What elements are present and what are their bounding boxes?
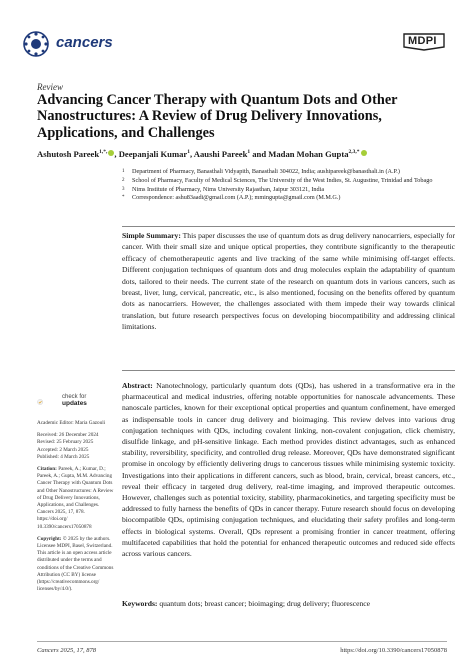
- keywords: [122, 598, 455, 609]
- affiliation-text: Nims Institute of Pharmacy, Nims University Rajasthan, Jaipur 303121, India: [132, 185, 325, 193]
- affiliation-text: Department of Pharmacy, Banasthali Vidyapith, Banasthali 304022, India; aushipareek@banasthali.in (A.P.): [132, 168, 400, 175]
- summary-top-divider: [122, 226, 455, 227]
- citation: [37, 466, 115, 531]
- author-name[interactable]: Deepanjali Kumar: [118, 148, 188, 159]
- author-list: [37, 147, 447, 160]
- journal-logo-icon: [22, 30, 50, 58]
- abstract-text: Nanotechnology, particularly quantum dots (QDs), has ushered in a transformative era in the pharmaceutical and medical industries, offering notable opportunities for nanoscale advancements. These nanoscale particles, known for their exceptional optical properties and quantum confinement, have emerged as indispensable tools in cancer drug delivery and bioimaging. This review delves into various drug conjugation techniques with QDs, including covalent linking, non-covalent conjugation, click chemistry, disulfide linkage, and pH-sensitive linkage. Each method provides distinct advantages, such as enhanced stability, reversibility, specificity, and controlled drug release. Moreover, QDs have demonstrated significant promise in oncology by efficiently delivering drugs to cancerous tissues while minimising systemic toxicity. Investigations into their applications in different cancers, such as blood, brain, cervical, breast cancers, etc., reveal their efficacy in targeted drug delivery, real-time imaging, and improved therapeutic outcomes. However, challenges such as potential toxicity, stability, pharmacokinetics, and targeting specificity must be addressed to fully harness the benefits of QDs in cancer therapy. Future research should focus on developing biocompatible QDs, optimising conjugation techniques, and elucidating their safety profiles and long-term effects in biological systems. Overall, QDs represent a promising frontier in cancer treatment, offering multifaceted capabilities that hold the potential for enhanced therapeutic outcomes and reduced side effects across various cancers.: [122, 381, 455, 559]
- keywords-text: quantum dots; breast cancer; bioimaging; drug delivery; fluorescence: [157, 599, 370, 608]
- affiliation-item: [122, 194, 457, 203]
- updates-line1: check for: [62, 394, 87, 400]
- orcid-icon[interactable]: [361, 150, 367, 156]
- footer-doi-link[interactable]: https://doi.org/10.3390/cancers17050878: [340, 647, 447, 654]
- affiliation-mark: 3: [122, 186, 125, 192]
- updates-line2: updates: [62, 399, 87, 407]
- author-separator: ,: [114, 148, 119, 159]
- abstract: [122, 380, 455, 559]
- affiliation-item: [122, 186, 457, 195]
- affiliation-mark: 2: [122, 177, 125, 183]
- summary-bottom-divider: [122, 370, 455, 371]
- author-affiliation-marks: 1: [247, 149, 251, 155]
- author-affiliation-marks: 1: [187, 149, 190, 155]
- simple-summary: [122, 230, 455, 333]
- publisher-name: MDPI: [408, 35, 437, 47]
- check-for-updates-icon[interactable]: [37, 392, 59, 412]
- journal-name: cancers: [56, 34, 113, 51]
- author-separator: and: [250, 148, 269, 159]
- simple-summary-label: Simple Summary:: [122, 231, 181, 240]
- footer-divider: [37, 641, 447, 642]
- author-affiliation-marks: 2,3,*: [348, 149, 360, 155]
- affiliation-mark: *: [122, 195, 125, 201]
- author-name[interactable]: Ashutosh Pareek: [37, 148, 100, 159]
- author-name[interactable]: Madan Mohan Gupta: [268, 148, 349, 159]
- keywords-label: Keywords:: [122, 599, 158, 608]
- affiliation-mark: 1: [122, 169, 125, 174]
- affiliation-text: School of Pharmacy, Faculty of Medical Sciences, The University of the West Indies, St. Augustine, Trinidad and Tobago: [132, 176, 433, 184]
- citation-text[interactable]: Pareek, A.; Kumar, D.; Pareek, A.; Gupta, M.M. Advancing Cancer Therapy with Quantum Dots and Other Nanostructures: A Review of Drug Delivery Innovations, Applications, and Challenges. Cancers 2025, 17, 878. https://doi.org/ 10.3390/cancers17050878: [37, 466, 114, 530]
- affiliation-text: Correspondence: ashu83aadi@gmail.com (A.P.); mmingupta@gmail.com (M.M.G.): [132, 194, 341, 202]
- check-for-updates-label[interactable]: [62, 394, 87, 407]
- article-sidebar: [37, 420, 115, 598]
- abstract-label: Abstract:: [122, 381, 153, 390]
- citation-label: Citation:: [37, 466, 57, 473]
- accepted-date: Accepted: 2 March 2025: [37, 446, 89, 453]
- published-date: Published: 4 March 2025: [37, 453, 90, 460]
- article-type: Review: [37, 82, 63, 92]
- copyright-label: Copyright:: [37, 535, 62, 542]
- copyright-text[interactable]: © 2025 by the authors. Licensee MDPI, Basel, Switzerland. This article is an open access article distributed under the terms and conditions of the Creative Commons Attribution (CC BY) license (https://creativecommons.org/ licenses/by/4.0/).: [37, 535, 114, 593]
- footer-citation: Cancers 2025, 17, 878: [37, 647, 97, 654]
- author-separator: ,: [189, 148, 194, 159]
- affiliations: [122, 168, 457, 203]
- affiliation-item: [122, 168, 457, 177]
- author-affiliation-marks: 1,*,: [99, 149, 108, 155]
- academic-editor: Academic Editor: Maria Gazouli: [37, 420, 106, 426]
- simple-summary-text: This paper discusses the use of quantum dots as drug delivery nanocarriers, especially for cancer. With their small size and unique optical properties, they contribute significantly to the therapeutic efficacy of chemotherapeutic agents and live tracking of the same while minimising off-target effects. Different conjugation techniques of quantum dots and drug molecules explain the adaptability of quantum dots, tailored to their needs. The current state of the research on quantum dots in various cancers, such as breast, liver, lung, cervical, pancreatic, etc., is also mentioned, focusing on the benefits offered by quantum dots as nanocarriers. However, the challenges associated with them impede their way towards clinical translation, but future research perspectives focus on developing biocompatibility and addressing clinical limitations.: [122, 231, 455, 332]
- revised-date: Revised: 25 February 2025: [37, 439, 94, 446]
- author-name[interactable]: Aaushi Pareek: [193, 148, 248, 159]
- received-date: Received: 26 December 2024: [37, 432, 99, 439]
- affiliation-item: [122, 177, 457, 186]
- copyright: [37, 536, 115, 594]
- article-title: Advancing Cancer Therapy with Quantum Dots and Other Nanostructures: A Review of Drug Delivery Innovations, Applications, and Challenges: [37, 92, 398, 141]
